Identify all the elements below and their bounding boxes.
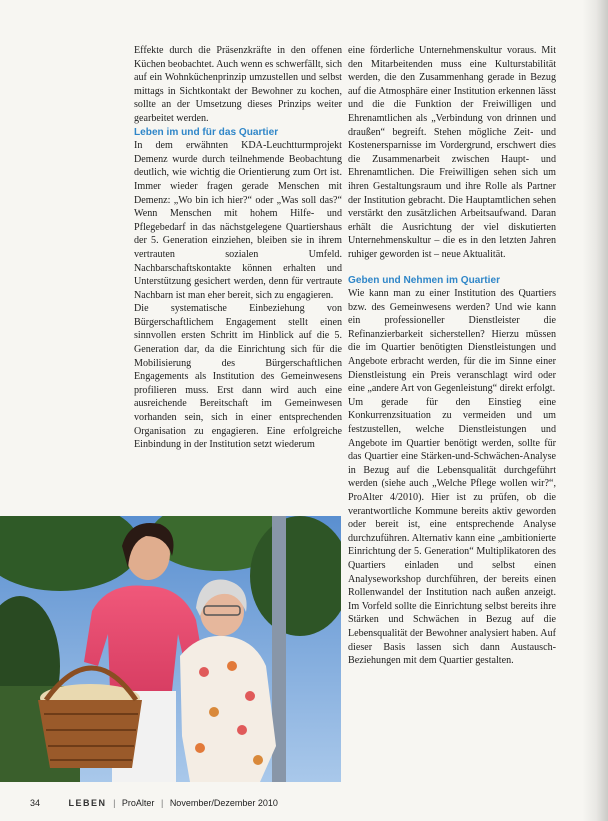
footer-separator: | [113, 798, 116, 808]
issue-date: November/Dezember 2010 [169, 798, 278, 808]
intro-paragraph: Effekte durch die Präsenzkräfte in den offenen Küchen beobachtet. Auch wenn es schwerfällt, sich auf ein Wohnküchenprinzip umzustellen und selbst mittags in Sichtkontakt der Bewohner zu kochen, sollte an der Umsetzung dieses Prinzips weiter gearbeitet werden. [134, 45, 342, 124]
body-paragraph: In dem erwähnten KDA-Leuchtturmprojekt Demenz wurde durch teilnehmende Beobachtung deutlich, wie wichtig die Orientierung zum Ort ist. Immer wieder fragen gerade Menschen mit Demenz: „Wo bin ich hier?“ oder „Was soll das?“ Wenn Menschen mit hohem Hilfe- und Pflegebedarf in das nächstgelegene Quartiershaus der 5. Generation einziehen, bleiben sie in ihrem vertrauten sozialen Umfeld. Nachbarschaftskontakte können erhalten und Unterstützung gesichert werden, denn für vertraute Nachbarn ist man eher bereit, sich zu engagieren. [134, 140, 342, 301]
body-paragraph: Wie kann man zu einer Institution des Quartiers bzw. des Gemeinwesens werden? Und wie kann ein professioneller Dienstleister die Refinanzierbarkeit sicherstellen? Hierzu müssen die im Quartier benötigten Dienstleistungen und Angebote erbracht werden, für die im Sinne einer Dienstleistung ein Preis veranschlagt wird oder eine „andere Art von Gegenleistung“ direkt erfolgt. [348, 288, 556, 395]
article-photo [0, 516, 341, 782]
left-text-column [134, 44, 342, 452]
section-heading-geben-nehmen: Geben und Nehmen im Quartier [348, 274, 500, 286]
footer-separator: | [160, 798, 164, 808]
section-heading-quartier: Leben im und für das Quartier [134, 126, 279, 138]
right-text-column [348, 44, 556, 668]
body-paragraph: Die systematische Einbeziehung von Bürgerschaftlichem Engagement stellt einen sinnvollen ersten Schritt im Hinblick auf die 5. Generation dar, da die Einrichtung sich für die Mobilisierung des Bürgerschaftlichen Engagements als Institution des Gemeinwesens profilieren muss. Erst dann wird auch eine ausreichende Bereitschaft im Gemeinwesen vorhanden sein, sich in einer entsprechenden Organisation zu engagieren. Eine erfolgreiche Einbindung in der Institution setzt wiederum [134, 303, 342, 451]
page-footer [30, 796, 278, 810]
body-paragraph: eine förderliche Unternehmenskultur voraus. Mit den Mitarbeitenden muss eine Kulturstabilität werden, die den Zusammenhang gerade in Bezug auf die Atmosphäre einer Institution erkennen lässt und die die Funktion der Freiwilligen und Ehrenamtlichen als „Verbindung von drinnen und draußen“ begreift. Stehen mögliche Zeit- und Kostenersparnisse im Vordergrund, erschwert dies die Zusammenarbeit zwischen Haupt- und Ehrenamtlichen. Die Freiwilligen sehen sich um ihren Gestaltungsraum und ihre Rolle als Partner der Institution gebracht. Die Hauptamtlichen sehen verstärkt den zusätzlichen Arbeitsaufwand. Daran erhält die Ausrichtung der viel diskutierten Unternehmenskultur – die es in den letzten Jahren ruhiger geworden ist – neue Aktualität. [348, 45, 556, 260]
magazine-name: ProAlter [121, 798, 155, 808]
page-fold-shadow [582, 0, 608, 821]
section-label: LEBEN [68, 798, 107, 808]
body-paragraph: Um gerade für den Einstieg eine Konkurrenzsituation zu vermeiden und um festzustellen, welche Dienstleistungen und Angebote im Quartier benötigt werden, sollte für das Quartier eine Stärken-und-Schwächen-Analyse in Bezug auf die Lebensqualität durchgeführt werden (siehe auch „Welche Pflege wollen wir?“, ProAlter 4/2010). Hier ist zu prüfen, ob die verantwortliche Kommune bereits aktiv geworden oder bereit ist, eine entsprechende Analyse durchzuführen. Alternativ kann eine „ambitionierte Einrichtung der 5. Generation“ Multiplikatoren des Quartiers einladen und selbst einen Analyseworkshop durchführen, der bereits einen Rollenwandel der Institution nach außen anzeigt. Im Vorfeld sollte die Einrichtung selbst bereits ihre Stärken und Schwächen in Bezug auf die Lebensqualität der Bewohner analysiert haben. Auf dieser Basis lassen sich dann Austausch-Beziehungen mit dem Quartier gestalten. [348, 396, 556, 667]
page-number: 34 [30, 798, 41, 808]
